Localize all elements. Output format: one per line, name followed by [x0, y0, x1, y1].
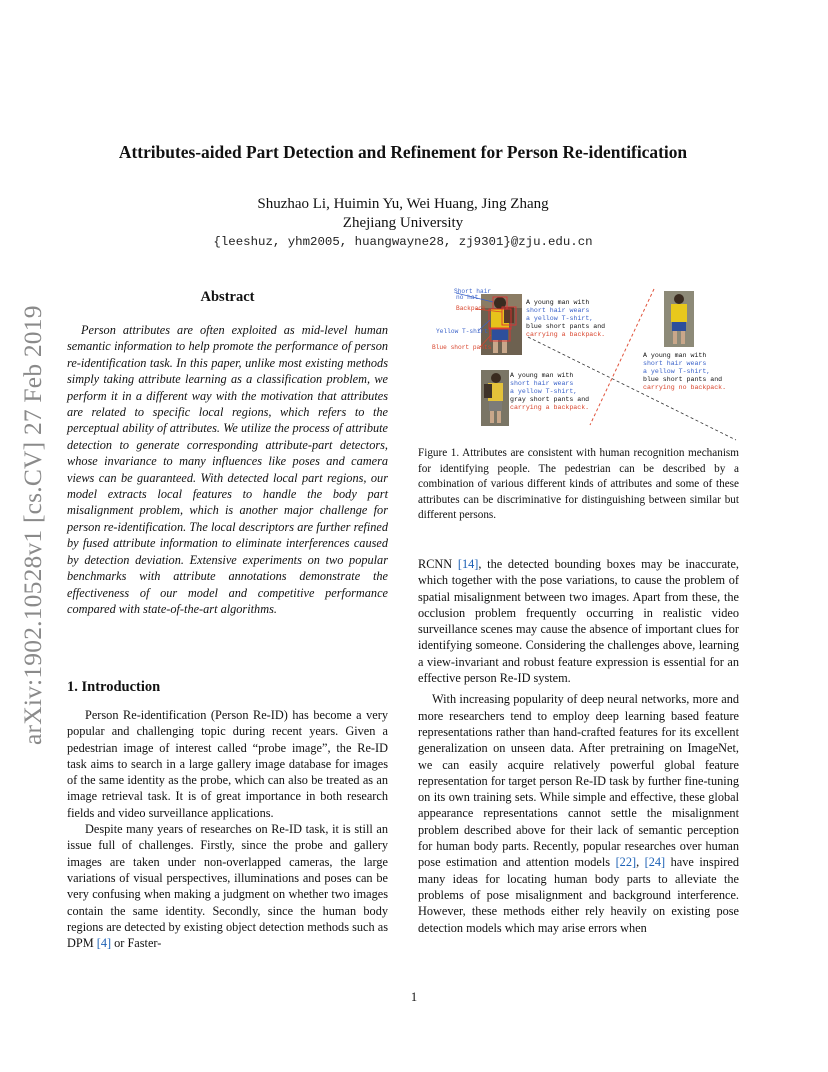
svg-text:gray short pants and: gray short pants and	[510, 396, 590, 403]
description-2	[510, 372, 589, 411]
svg-text:carrying a backpack.: carrying a backpack.	[510, 404, 590, 411]
intro-paragraph-4-tail: have inspired many ideas for locating human body parts to alleviate the problems of pose misalignment and background interference. However, these methods either rely heavily on existing pose detection models which may arise errors when	[418, 855, 739, 935]
author-emails: {leeshuz, yhm2005, huangwayne28, zj9301}@zju.edu.cn	[213, 235, 593, 249]
introduction-left-column	[67, 707, 388, 951]
label-yellow-tshirt: Yellow T-shirt	[436, 328, 488, 335]
pedestrian-image-3	[664, 291, 694, 347]
intro-paragraph-4-text: With increasing popularity of deep neural networks, more and more researchers tend to employ deep learning based feature representations rather than hand-crafted features for its excellent generalization on unseen data. After pretraining on ImageNet, we can easily acquire relatively powerful global feature representation for target person Re-ID task by further fine-tuning on its own training sets. While simple and effective, these global appearance representations cannot settle the misalignment problem described above for their lack of semantic perception for human body parts. Recently, popular researches over human pose estimation and attention models	[418, 692, 739, 870]
svg-text:a yellow T-shirt,: a yellow T-shirt,	[510, 388, 578, 395]
affiliation: Zhejiang University	[342, 215, 464, 231]
author-list: Shuzhao Li, Huimin Yu, Wei Huang, Jing Zhang	[257, 196, 549, 212]
citation-separator: ,	[636, 855, 645, 870]
page-number: 1	[410, 990, 418, 1004]
svg-text:A young man with: A young man with	[526, 299, 590, 306]
citation-link-14[interactable]: [14]	[457, 557, 479, 571]
citation-link-24[interactable]: [24]	[644, 855, 666, 870]
label-no-hat: no hat	[456, 294, 479, 301]
svg-text:blue short pants and: blue short pants and	[526, 323, 606, 330]
citation-link-22[interactable]: [22]	[615, 855, 637, 870]
citation-link-4[interactable]: [4]	[96, 936, 112, 951]
label-short-hair: Short hair	[454, 288, 492, 295]
intro-paragraph-2	[67, 821, 388, 951]
svg-text:short hair wears: short hair wears	[526, 307, 590, 314]
label-blue-short-pants: Blue short pants	[432, 344, 492, 351]
intro-paragraph-3-lead: RCNN	[418, 557, 458, 571]
svg-text:short hair wears: short hair wears	[510, 380, 574, 387]
svg-text:A young man with: A young man with	[510, 372, 574, 379]
svg-text:carrying no backpack.: carrying no backpack.	[643, 384, 727, 391]
intro-paragraph-3-text: , the detected bounding boxes may be inaccurate, which together with the pose variations, to cause the problem of spatial misalignment between two images. Apart from these, the occlusion problem frequently occurring in realistic video surveillance scenes may cause the absence of important clues for identifying someone. Considering the challenges above, learning a view-invariant and robust feature expression is essential for an effective person Re-ID system.	[418, 557, 739, 686]
intro-paragraph-4	[418, 691, 739, 935]
svg-text:short hair wears: short hair wears	[643, 360, 707, 367]
svg-text:a yellow T-shirt,: a yellow T-shirt,	[526, 315, 594, 322]
label-backpack: Backpack	[456, 305, 486, 312]
svg-text:a yellow T-shirt,: a yellow T-shirt,	[643, 368, 711, 375]
figure-1-illustration	[418, 285, 746, 445]
figure-1-caption: Figure 1. Attributes are consistent with human recognition mechanism for identifying people. The pedestrian can be described by a combination of various different kinds of attributes and some of these attributes can be discriminative for distinguishing between similar but different persons.	[418, 447, 739, 522]
svg-text:blue short pants and: blue short pants and	[643, 376, 723, 383]
pedestrian-image-2	[481, 370, 509, 426]
svg-text:carrying a backpack.: carrying a backpack.	[526, 331, 606, 338]
arxiv-identifier-stamp: arXiv:1902.10528v1 [cs.CV] 27 Feb 2019	[18, 305, 47, 745]
intro-paragraph-2-tail: or Faster-	[111, 936, 162, 951]
introduction-right-column	[418, 556, 739, 941]
intro-paragraph-3	[418, 556, 739, 686]
svg-text:A young man with: A young man with	[643, 352, 707, 359]
abstract-heading: Abstract	[200, 289, 255, 305]
abstract-text: Person attributes are often exploited as mid-level human semantic information to help promote the performance of person re-identification task. In this paper, unlike most existing methods simply taking attribute learning as a classification problem, we perform it in a different way with the motivation that attributes are related to specific local regions, which refers to the perceptual ability of attributes. We utilize the process of attribute detection to generate corresponding attribute-part detectors, whose invariance to many influences like poses and camera views can be guaranteed. With detected local part regions, our model extracts local features to handle the body part misalignment problem, which is another major challenge for person re-identification. The local descriptors are further refined by fused attribute information to eliminate interferences caused by detection deviation. Extensive experiments on two popular benchmarks with attribute annotations demonstrate the effectiveness of our model and competitive performance compared with state-of-the-art algorithms.	[67, 323, 388, 616]
description-3	[643, 352, 726, 391]
intro-paragraph-2-text: Despite many years of researches on Re-ID task, it is still an issue full of challenges. Firstly, since the probe and gallery images are taken under non-overlapped cameras, the large variations of visual perspectives, illuminations and poses can be very confusing when making a judgment on whether two images contain the same identity. Secondly, since the human body regions are detected by existing object detection methods such as DPM	[67, 822, 388, 951]
intro-paragraph-1: Person Re-identification (Person Re-ID) has become a very popular and challenging topic during recent years. Given a pedestrian image of interest called “probe image”, the Re-ID task aims to search in a large gallery image database for images of the same identity as the probe, which can also be treated as an image retrieval task. It is of great importance in both research fields and video surveillance applications.	[67, 708, 388, 820]
paper-title: Attributes-aided Part Detection and Refinement for Person Re-identification	[118, 142, 688, 162]
introduction-heading: 1. Introduction	[67, 679, 161, 695]
description-1	[526, 299, 605, 338]
